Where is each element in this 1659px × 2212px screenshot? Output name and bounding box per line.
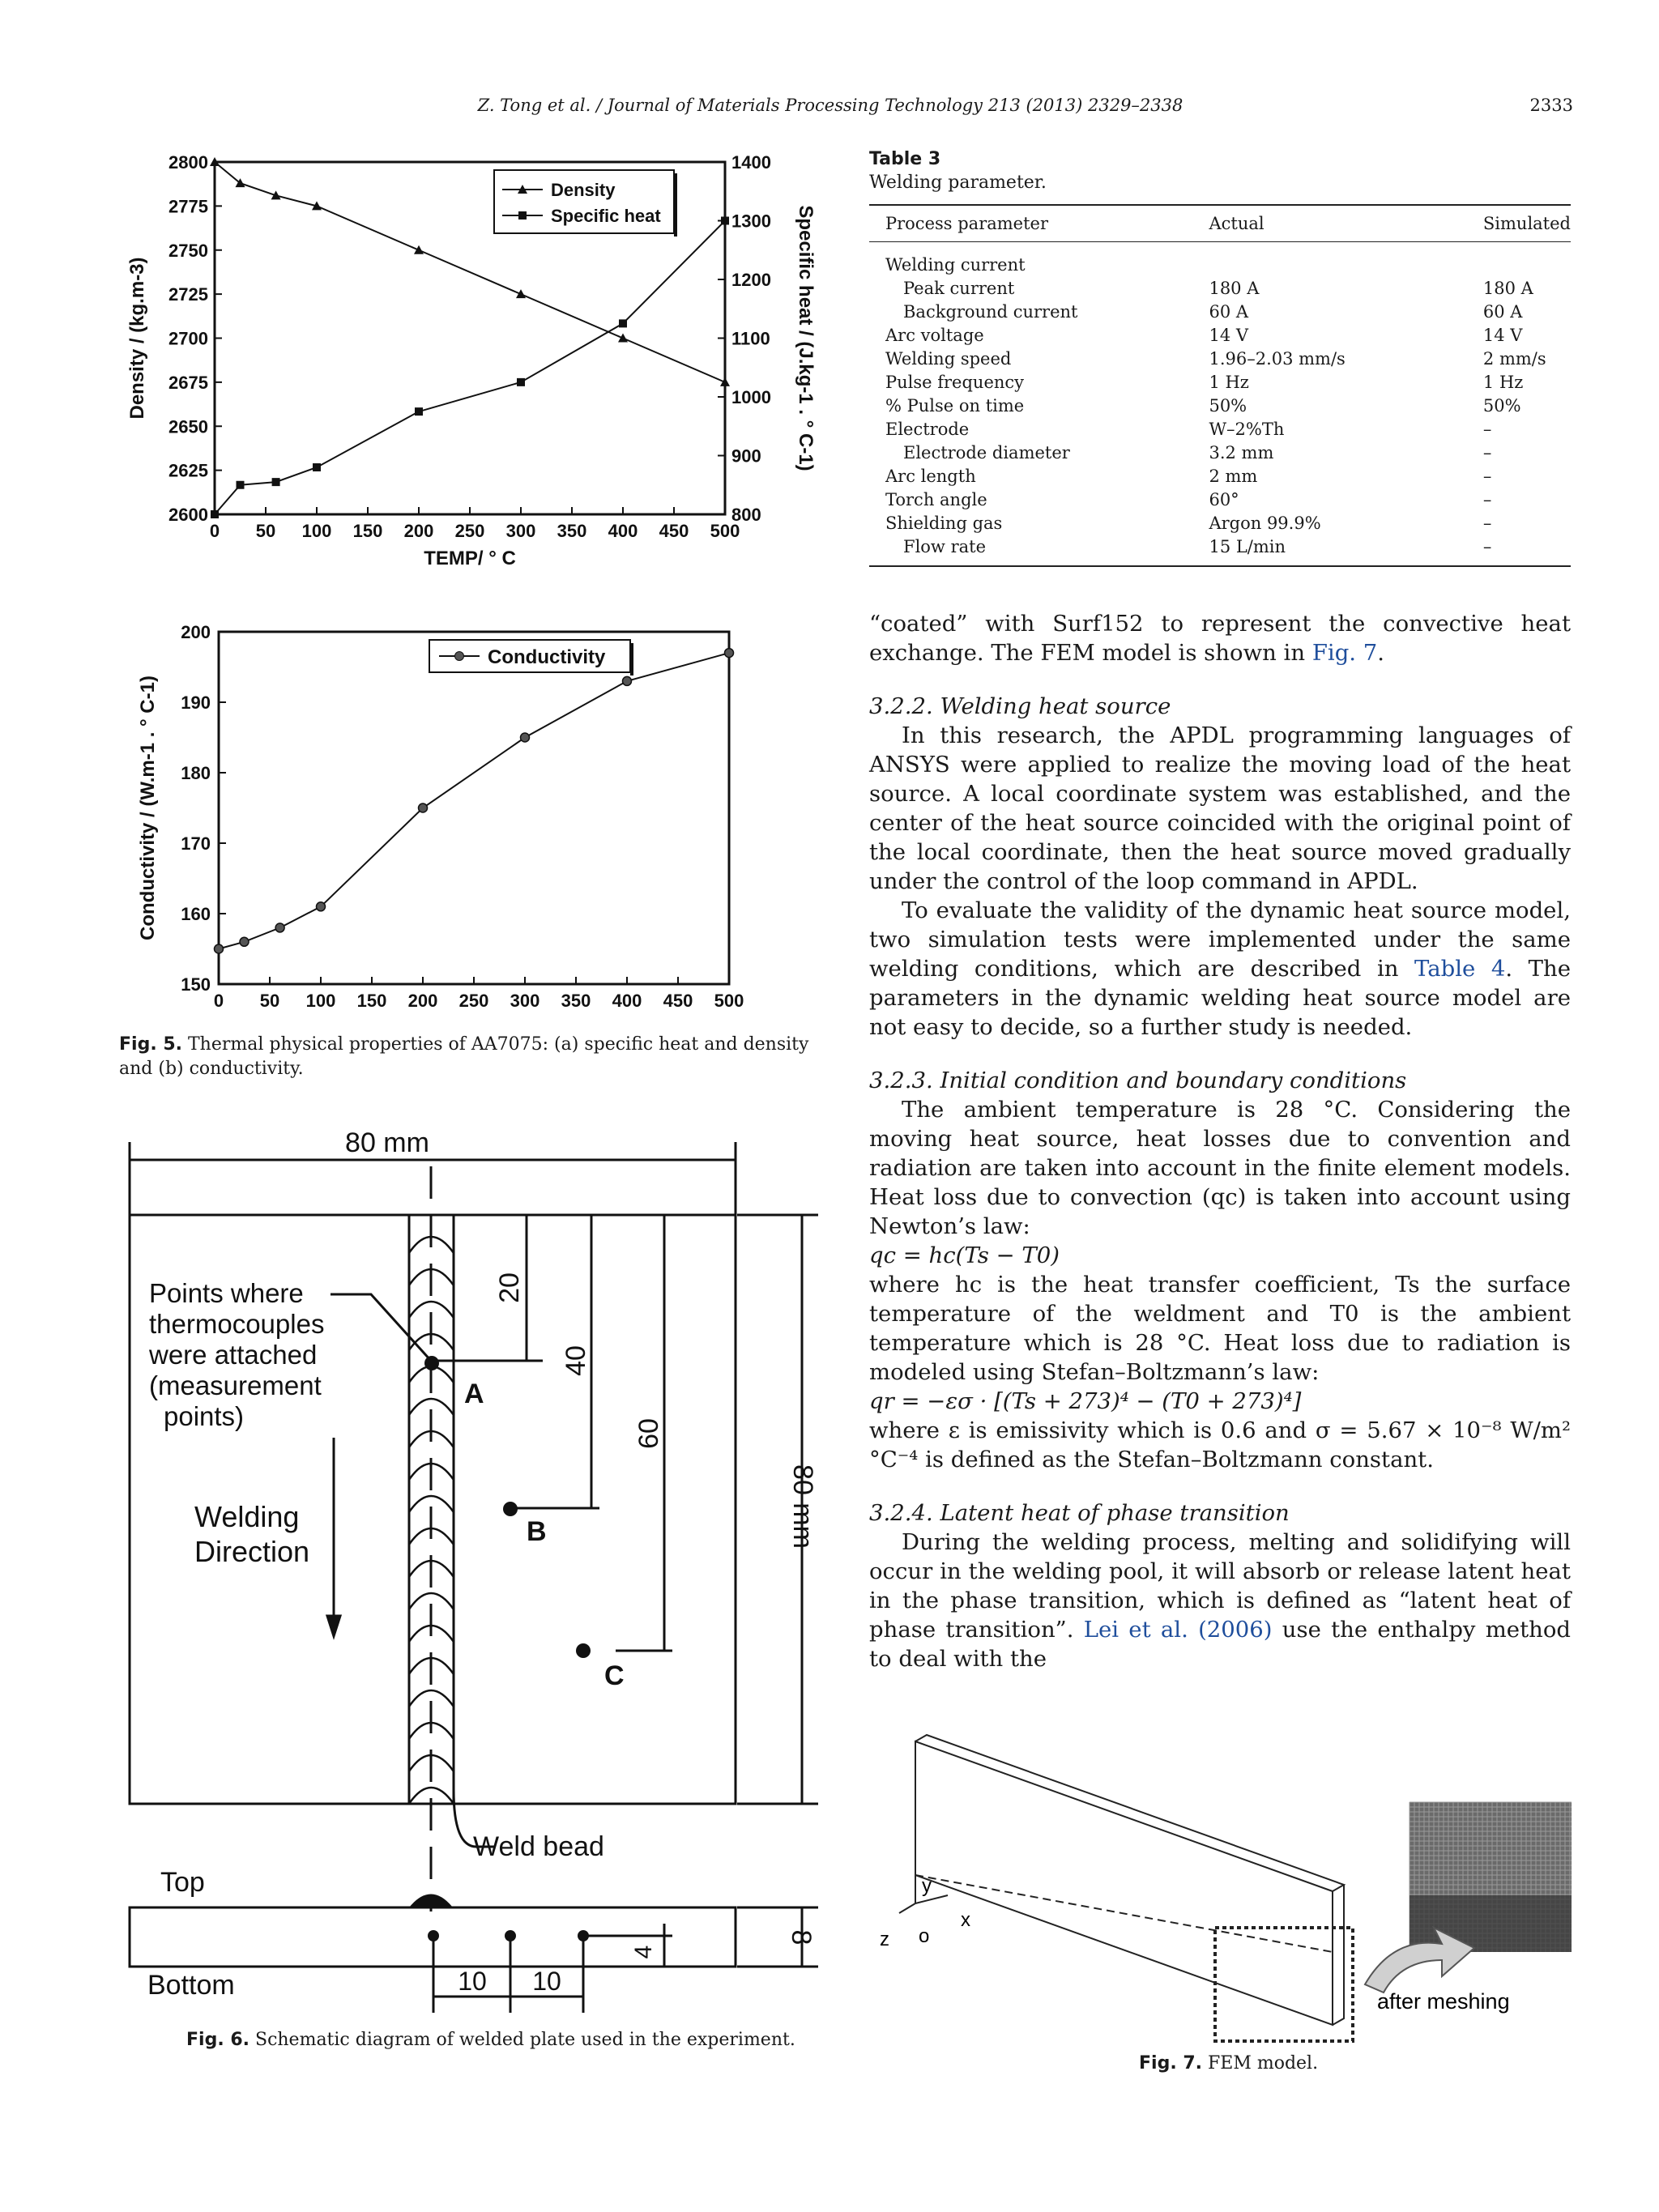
specific-heat-point — [721, 217, 729, 225]
y-left-tick-label: 2775 — [168, 196, 208, 217]
y-left-tick-label: 2600 — [168, 505, 208, 525]
paragraph: The ambient temperature is 28 °C. Considering the moving heat source, heat losses due to convention and radiation are taken into account in the finite element models. Heat loss due to convection (qc) is taken into account using Newton’s law: — [869, 1097, 1571, 1239]
fig7-caption — [1139, 2052, 1463, 2076]
point-a-label: A — [464, 1379, 484, 1409]
fig6-caption-text: Schematic diagram of welded plate used in the experiment. — [255, 2030, 795, 2050]
fig7-link[interactable]: Fig. 7 — [1311, 640, 1378, 666]
axis-y-label: y — [922, 1875, 932, 1897]
x-tick-label: 0 — [209, 521, 220, 541]
paragraph: In this research, the APDL programming languages of ANSYS were applied to realize the moving load of the heat source. A local coordinate system was established, and the center of the heat source coincided with the original point of the local coordinate, then the heat source moved gradually under the control of the loop command in APDL. — [869, 722, 1571, 894]
x-tick-label: 200 — [403, 521, 434, 541]
y-right-tick-label: 1200 — [731, 270, 771, 290]
fig6-schematic — [113, 1118, 842, 2033]
equation-radiation: qr = −εσ · [(Ts + 273)⁴ − (T0 + 273)⁴] — [869, 1388, 1302, 1414]
fig7-fem-model — [875, 1733, 1588, 2049]
table-row: Welding current — [885, 255, 1026, 275]
table-row: Torch angle 60° – — [885, 490, 1492, 509]
conductivity-point — [240, 937, 249, 946]
fig5b-chart — [113, 612, 745, 1033]
table-row: Pulse frequency 1 Hz 1 Hz — [885, 373, 1524, 392]
x-tick-label: 450 — [659, 521, 689, 541]
paragraph: To evaluate the validity of the dynamic heat source model, two simulation tests were implemented under the same welding conditions, which are described in Table 4. The parameters in the dynamic welding heat source model are not easy to decide, so a further study is needed. — [869, 897, 1571, 1040]
y-axis-label: Conductivity / (W.m-1 . ° C-1) — [137, 676, 159, 940]
y-right-tick-label: 1100 — [731, 328, 770, 349]
y-right-axis-label: Specific heat / (J.kg-1 . ° C-1) — [795, 205, 817, 471]
lei-2006-link[interactable]: Lei et al. (2006) — [1083, 1617, 1273, 1643]
x-tick-label: 100 — [305, 991, 336, 1011]
legend-label-specific-heat: Specific heat — [551, 206, 661, 226]
fig6-caption-label: Fig. 6. — [186, 2030, 249, 2050]
table-row: Welding speed 1.96–2.03 mm/s 2 mm/s — [885, 349, 1546, 369]
specific-heat-point — [415, 407, 423, 416]
x-tick-label: 150 — [356, 991, 387, 1011]
specific-heat-point — [313, 463, 321, 471]
axis-z-label: z — [880, 1929, 889, 1950]
col-header: Simulated — [1467, 205, 1571, 242]
x-tick-label: 450 — [663, 991, 693, 1011]
table-title: Welding parameter. — [869, 173, 1047, 193]
dim-60: 60 — [633, 1418, 664, 1449]
legend-shadow — [674, 173, 677, 237]
running-header — [0, 96, 1659, 128]
top-label: Top — [160, 1867, 205, 1898]
paragraph: During the welding process, melting and solidifying will occur in the welding pool, it will absorb or release latent heat in the phase transition, which is defined as “latent heat of phase transition”. Lei et al. (2006) use the enthalpy method to deal with the — [869, 1529, 1571, 1672]
density-point — [618, 334, 628, 343]
y-tick-label: 170 — [181, 833, 211, 854]
dim-40: 40 — [561, 1345, 591, 1376]
point-c-label: C — [604, 1660, 625, 1691]
x-tick-label: 50 — [255, 521, 276, 541]
height-label: 80 mm — [787, 1464, 818, 1549]
conductivity-point — [215, 944, 224, 953]
table4-link[interactable]: Table 4 — [1414, 956, 1506, 982]
legend-shadow — [630, 643, 633, 676]
specific-heat-point — [619, 319, 627, 327]
y-left-tick-label: 2625 — [168, 460, 208, 481]
specific-heat-point — [211, 510, 219, 518]
conductivity-point — [623, 676, 632, 685]
equation-convection: qc = hc(Ts − T0) — [869, 1242, 1060, 1268]
origin-label: o — [919, 1925, 930, 1947]
legend-label-density: Density — [551, 180, 616, 200]
table-row: Arc length 2 mm – — [885, 467, 1492, 486]
x-axis-label: TEMP/ ° C — [424, 548, 516, 569]
table-row: % Pulse on time 50% 50% — [885, 396, 1521, 416]
welding-direction-1: Welding — [194, 1500, 300, 1533]
table-row: Flow rate 15 L/min – — [869, 535, 1571, 566]
x-tick-label: 50 — [259, 991, 280, 1011]
specific-heat-point — [517, 378, 525, 386]
paragraph: where ε is emissivity which is 0.6 and σ = 5.67 × 10⁻⁸ W/m² °C⁻⁴ is defined as the Stefan–Boltzmann constant. — [869, 1417, 1571, 1473]
x-tick-label: 350 — [557, 521, 587, 541]
legend-marker-conductivity — [455, 652, 464, 661]
fig7-caption-text: FEM model. — [1208, 2053, 1319, 2073]
table-row: Shielding gas Argon 99.9% – — [885, 514, 1492, 533]
section-heading: 3.2.4. Latent heat of phase transition — [869, 1500, 1290, 1526]
x-tick-label: 500 — [710, 521, 740, 541]
x-tick-label: 350 — [561, 991, 591, 1011]
width-label: 80 mm — [345, 1127, 429, 1158]
x-tick-label: 150 — [352, 521, 383, 541]
point-a-marker — [424, 1356, 439, 1370]
specific-heat-point — [272, 478, 280, 486]
mesh-inset — [1410, 1802, 1572, 1952]
axis-x-label: x — [961, 1909, 970, 1931]
y-tick-label: 160 — [181, 904, 211, 924]
y-left-tick-label: 2800 — [168, 152, 208, 173]
after-meshing-label: after meshing — [1377, 1989, 1510, 2014]
fig7-caption-label: Fig. 7. — [1139, 2053, 1202, 2073]
y-right-tick-label: 1000 — [731, 387, 771, 407]
fig5a-chart — [113, 146, 826, 583]
point-b-label: B — [527, 1516, 547, 1547]
x-tick-label: 100 — [301, 521, 332, 541]
density-point — [720, 377, 730, 386]
bottom-label: Bottom — [147, 1970, 235, 2001]
y-left-tick-label: 2750 — [168, 240, 208, 261]
points-note-3: were attached — [149, 1340, 318, 1370]
density-point — [516, 289, 526, 298]
x-tick-label: 300 — [505, 521, 536, 541]
paragraph: where hc is the heat transfer coefficient, Ts the surface temperature of the weldment and T0 is the ambient temperature which is 28 °C. Heat loss due to radiation is modeled using Stefan–Boltzmann’s law: — [869, 1272, 1571, 1385]
section-heading: 3.2.3. Initial condition and boundary conditions — [869, 1068, 1407, 1093]
conductivity-point — [725, 649, 734, 658]
y-right-tick-label: 1300 — [731, 211, 771, 232]
x-tick-label: 500 — [714, 991, 744, 1011]
legend-label-conductivity: Conductivity — [488, 646, 606, 668]
specific-heat-point — [237, 481, 245, 489]
y-left-tick-label: 2725 — [168, 284, 208, 305]
table-3 — [869, 149, 1571, 567]
conductivity-point — [317, 902, 326, 911]
fig6-caption — [186, 2028, 834, 2052]
conductivity-point — [419, 803, 428, 812]
plate-front-face — [915, 1741, 1333, 2025]
dim-4: 4 — [630, 1945, 657, 1959]
fig5-caption — [119, 1033, 832, 1081]
col-header: Process parameter — [869, 205, 1192, 242]
y-left-tick-label: 2700 — [168, 328, 208, 349]
table-row: Arc voltage 14 V 14 V — [885, 326, 1523, 345]
y-tick-label: 200 — [181, 622, 211, 642]
table-row: Electrode diameter 3.2 mm – — [903, 443, 1492, 462]
dim-8: 8 — [786, 1929, 817, 1946]
fig5-caption-label: Fig. 5. — [119, 1034, 182, 1055]
y-left-tick-label: 2675 — [168, 372, 208, 393]
series-line-specific-heat — [215, 221, 725, 515]
page-number: 2333 — [1529, 96, 1573, 115]
points-note-5: points) — [164, 1401, 245, 1431]
x-tick-label: 400 — [612, 991, 642, 1011]
table-label: Table 3 — [869, 149, 941, 169]
dim-10a: 10 — [458, 1967, 487, 1996]
dim-10b: 10 — [532, 1967, 561, 1996]
density-point — [414, 245, 424, 254]
y-tick-label: 180 — [181, 763, 211, 783]
table-row: Electrode W–2%Th – — [885, 420, 1492, 439]
weld-bead-label: Weld bead — [473, 1831, 604, 1862]
body-text — [869, 609, 1571, 1673]
points-note-1: Points where — [149, 1278, 304, 1308]
table-row: Peak current 180 A 180 A — [903, 279, 1533, 298]
points-note-4: (measurement — [149, 1370, 322, 1400]
conductivity-point — [275, 923, 284, 932]
paragraph: “coated” with Surf152 to represent the convective heat exchange. The FEM model is shown in Fig. 7. — [869, 611, 1571, 666]
series-line-conductivity — [219, 653, 729, 948]
x-tick-label: 300 — [510, 991, 540, 1011]
x-tick-label: 250 — [458, 991, 489, 1011]
dim-20: 20 — [494, 1272, 525, 1303]
point-c-marker — [576, 1643, 591, 1658]
y-right-tick-label: 800 — [731, 505, 761, 525]
conductivity-point — [521, 733, 530, 742]
table-row: Background current 60 A 60 A — [903, 302, 1523, 322]
y-left-axis-label: Density / (kg.m-3) — [126, 257, 148, 420]
section-heading: 3.2.2. Welding heat source — [869, 693, 1171, 719]
y-left-tick-label: 2650 — [168, 416, 208, 437]
x-tick-label: 250 — [454, 521, 485, 541]
running-title: Z. Tong et al. / Journal of Materials Processing Technology 213 (2013) 2329–2338 — [477, 96, 1183, 115]
point-b-marker — [503, 1502, 518, 1516]
y-right-tick-label: 900 — [731, 445, 761, 467]
plot-frame — [219, 632, 729, 984]
y-tick-label: 150 — [181, 974, 211, 995]
x-tick-label: 0 — [213, 991, 224, 1011]
points-note-2: thermocouples — [149, 1309, 325, 1339]
y-right-tick-label: 1400 — [731, 152, 771, 173]
welding-direction-2: Direction — [194, 1535, 310, 1568]
x-tick-label: 200 — [407, 991, 438, 1011]
x-tick-label: 400 — [608, 521, 638, 541]
legend-marker-specific-heat — [518, 211, 527, 219]
welding-parameter-table — [869, 204, 1571, 567]
y-tick-label: 190 — [181, 693, 211, 713]
fig5-caption-text: Thermal physical properties of AA7075: (a) specific heat and density and (b) conductivity. — [119, 1034, 809, 1079]
col-header: Actual — [1192, 205, 1466, 242]
